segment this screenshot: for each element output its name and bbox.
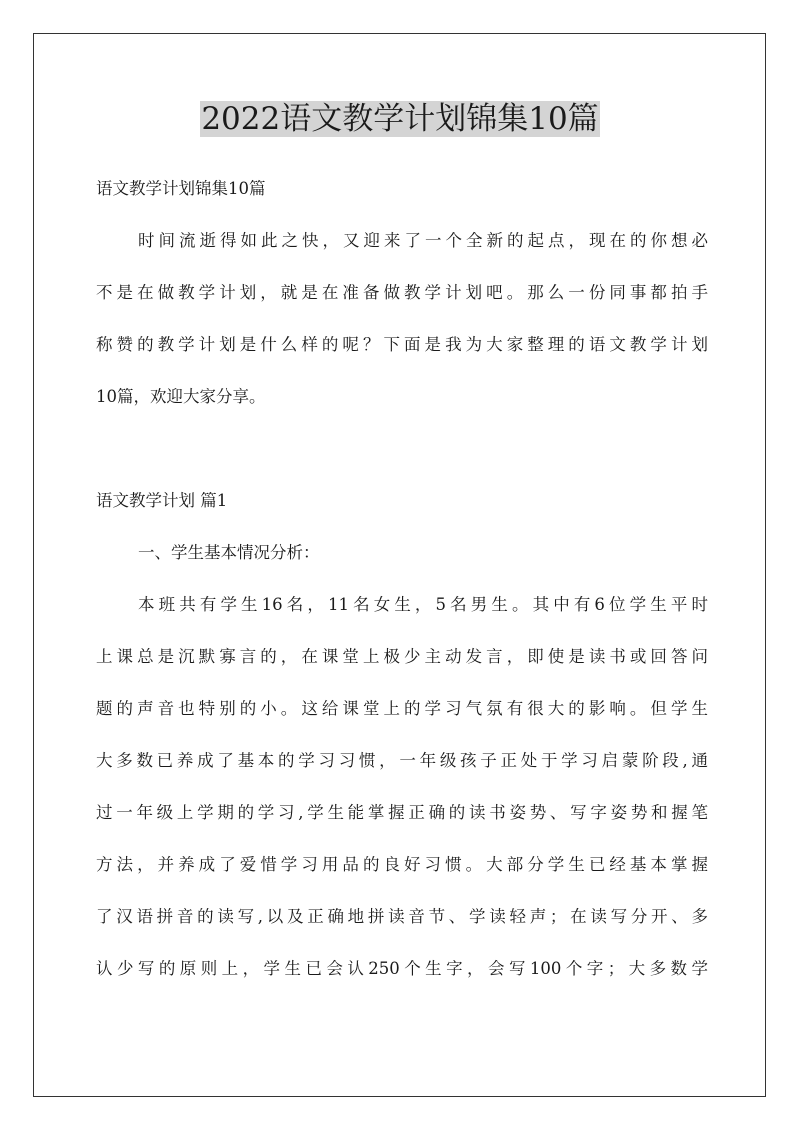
paragraph-line: 称赞的教学计划是什么样的呢？下面是我为大家整理的语文教学计划 (96, 335, 708, 354)
paragraph-line: 大多数已养成了基本的学习习惯，一年级孩子正处于学习启蒙阶段,通 (96, 751, 708, 770)
document-title-text: 2022语文教学计划锦集10篇 (201, 101, 599, 137)
paragraph-line: 时间流逝得如此之快，又迎来了一个全新的起点，现在的你想必 (138, 231, 708, 250)
document-title (0, 97, 800, 141)
subsection-heading: 一、学生基本情况分析： (138, 543, 320, 562)
paragraph-line: 过一年级上学期的学习,学生能掌握正确的读书姿势、写字姿势和握笔 (96, 803, 708, 822)
paragraph-line: 方法，并养成了爱惜学习用品的良好习惯。大部分学生已经基本掌握 (96, 855, 708, 874)
section-heading: 语文教学计划 篇1 (96, 491, 228, 510)
section-heading: 语文教学计划锦集10篇 (96, 179, 266, 198)
paragraph-line: 认少写的原则上，学生已会认250个生字，会写100个字；大多数学 (96, 959, 708, 978)
paragraph-line: 不是在做教学计划，就是在准备做教学计划吧。那么一份同事都拍手 (96, 283, 708, 302)
paragraph-line: 10篇，欢迎大家分享。 (96, 387, 266, 406)
paragraph-line: 上课总是沉默寡言的，在课堂上极少主动发言，即使是读书或回答问 (96, 647, 708, 666)
paragraph-line: 了汉语拼音的读写,以及正确地拼读音节、学读轻声；在读写分开、多 (96, 907, 708, 926)
paragraph-line: 题的声音也特别的小。这给课堂上的学习气氛有很大的影响。但学生 (96, 699, 708, 718)
paragraph-line: 本班共有学生16名，11名女生，5名男生。其中有6位学生平时 (138, 595, 708, 614)
